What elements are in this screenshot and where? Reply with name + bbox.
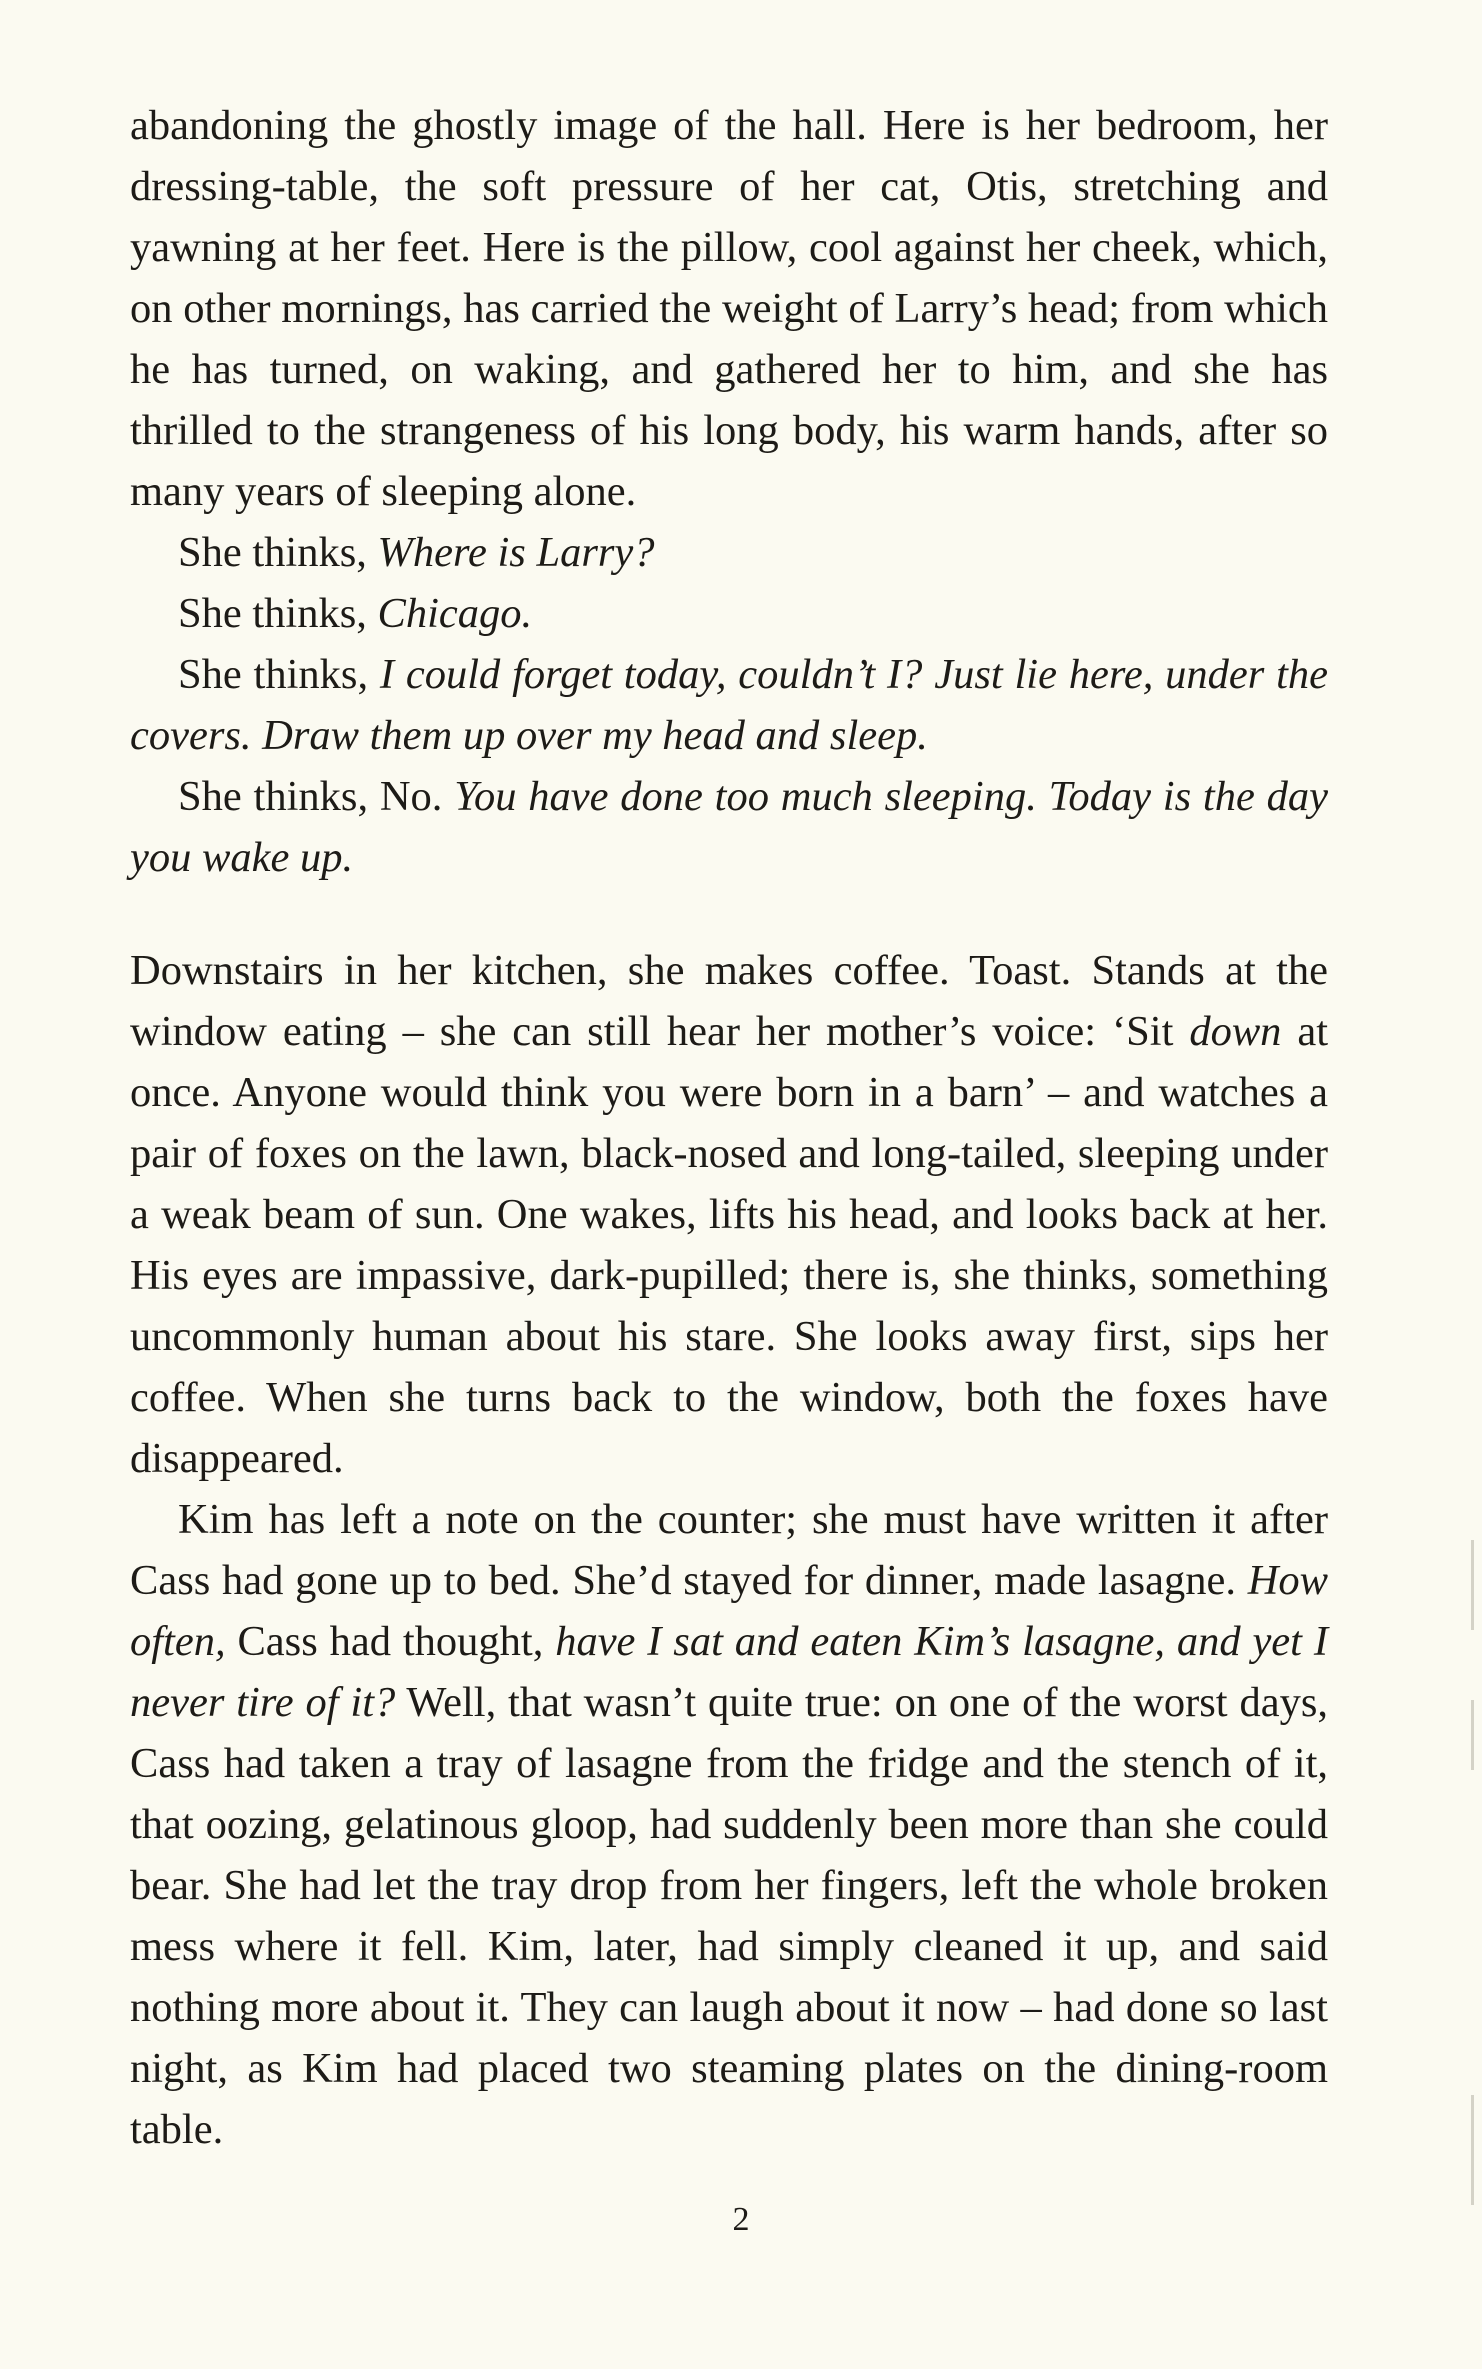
page-number: 2 bbox=[732, 2201, 750, 2238]
paragraph-text: Kim has left a note on the counter; she must have written it after Cass had gone up to bed. She’d stayed for dinner, made lasagne. bbox=[130, 1496, 1328, 1604]
page-edge-mark bbox=[1471, 1540, 1474, 1630]
paragraph-where-is-larry bbox=[130, 522, 1328, 583]
italic-thought: I could forget today, couldn’t I? Just lie here, under the covers. Draw them up over my head and sleep. bbox=[130, 651, 1329, 759]
paragraph-text: Cass had thought, bbox=[225, 1618, 556, 1665]
italic-thought: You have done too much sleeping. Today is the day you wake up. bbox=[130, 773, 1328, 881]
text-section-two bbox=[130, 940, 1328, 2160]
paragraph-text: at once. Anyone would think you were born in a barn’ – and watches a pair of foxes on the lawn, black-nosed and long-tailed, sleeping under a weak beam of sun. One wakes, lifts his head, and looks back at her. His eyes are impassive, dark-pupilled; there is, she thinks, something uncommonly human about his stare. She looks away first, sips her coffee. When she turns back to the window, both the foxes have disappeared. bbox=[130, 1008, 1328, 1482]
page-edge-mark bbox=[1471, 1700, 1474, 1770]
paragraph-continuation bbox=[130, 95, 1328, 522]
italic-thought: Where is Larry? bbox=[377, 529, 655, 576]
paragraph-text: abandoning the ghostly image of the hall. Here is her bedroom, her dressing-table, the soft pressure of her cat, Otis, stretching and yawning at her feet. Here is the pillow, cool against her cheek, which, on other mornings, has carried the weight of Larry’s head; from which he has turned, on waking, and gathered her to him, and she has thrilled to the strangeness of his long body, his warm hands, after so many years of sleeping alone. bbox=[130, 102, 1328, 515]
paragraph-downstairs bbox=[130, 940, 1328, 1489]
paragraph-lead: She thinks, bbox=[178, 651, 380, 698]
page-edge-mark bbox=[1471, 2095, 1474, 2205]
paragraph-chicago bbox=[130, 583, 1328, 644]
paragraph-roman-word: No. bbox=[379, 773, 455, 820]
paragraph-lead: She thinks, bbox=[178, 590, 378, 637]
italic-thought: How often, bbox=[130, 1557, 1328, 1665]
italic-thought: have I sat and eaten Kim’s lasagne, and yet I never tire of it? bbox=[130, 1618, 1328, 1726]
paragraph-kim-note bbox=[130, 1489, 1328, 2160]
italic-word: down bbox=[1189, 1008, 1282, 1055]
paragraph-wake-up bbox=[130, 766, 1328, 888]
paragraph-lead: She thinks, bbox=[178, 529, 378, 576]
paragraph-lead: She thinks, bbox=[178, 773, 380, 820]
paragraph-forget-today bbox=[130, 644, 1328, 766]
paragraph-text: Well, that wasn’t quite true: on one of the worst days, Cass had taken a tray of lasagne from the fridge and the stench of it, that oozing, gelatinous gloop, had suddenly been more than she could bear. She had let the tray drop from her fingers, left the whole broken mess where it fell. Kim, later, had simply cleaned it up, and said nothing more about it. They can laugh about it now – had done so last night, as Kim had placed two steaming plates on the dining-room table. bbox=[130, 1679, 1328, 2153]
italic-thought: Chicago. bbox=[377, 590, 533, 637]
text-section-one bbox=[130, 95, 1328, 888]
paragraph-text: Downstairs in her kitchen, she makes coffee. Toast. Stands at the window eating – she can still hear her mother’s voice: ‘Sit bbox=[130, 947, 1328, 1055]
